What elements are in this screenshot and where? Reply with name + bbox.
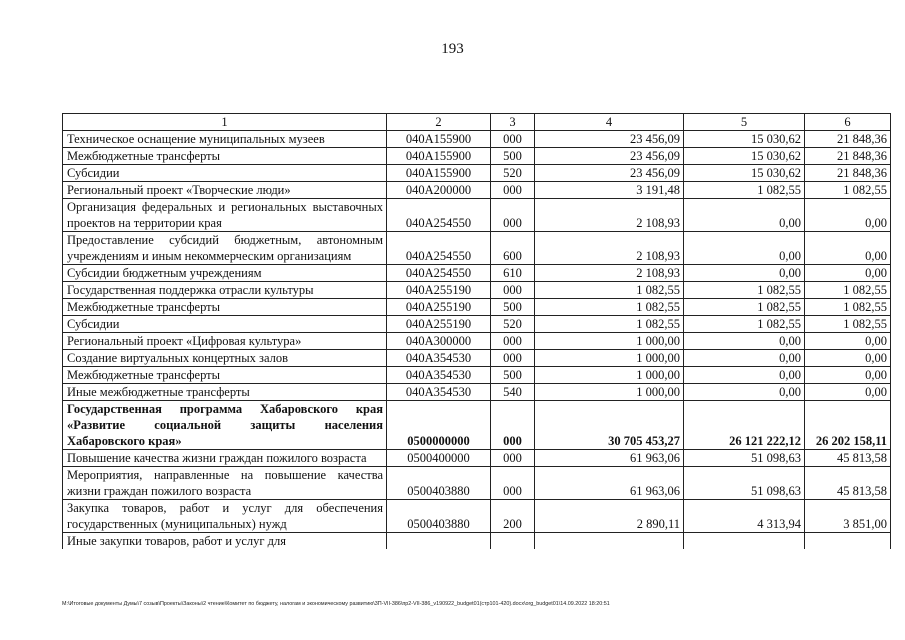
column-header: 2 bbox=[387, 114, 491, 131]
budget-table bbox=[62, 113, 891, 549]
row-type-cell: 000 bbox=[491, 182, 535, 199]
row-name-cell: Повышение качества жизни граждан пожилого возраста bbox=[63, 450, 387, 467]
row-value-cell: 0,00 bbox=[684, 265, 805, 282]
row-value-cell: 30 705 453,27 bbox=[535, 401, 684, 450]
row-name-cell: Субсидии bbox=[63, 165, 387, 182]
row-value-cell: 23 456,09 bbox=[535, 165, 684, 182]
row-type-cell: 520 bbox=[491, 316, 535, 333]
row-value-cell: 3 191,48 bbox=[535, 182, 684, 199]
row-value-cell: 0,00 bbox=[805, 232, 891, 265]
row-value-cell: 23 456,09 bbox=[535, 131, 684, 148]
row-value-cell: 21 848,36 bbox=[805, 148, 891, 165]
table-row bbox=[63, 450, 891, 467]
row-value-cell: 0,00 bbox=[805, 199, 891, 232]
row-value-cell: 0,00 bbox=[684, 367, 805, 384]
row-name-cell: Создание виртуальных концертных залов bbox=[63, 350, 387, 367]
header-row bbox=[63, 114, 891, 131]
page-number: 193 bbox=[441, 41, 464, 57]
row-name-cell: Субсидии бюджетным учреждениям bbox=[63, 265, 387, 282]
table-row bbox=[63, 384, 891, 401]
row-code-cell: 040A254550 bbox=[387, 199, 491, 232]
table-row bbox=[63, 265, 891, 282]
row-value-cell: 45 813,58 bbox=[805, 467, 891, 500]
table-row bbox=[63, 165, 891, 182]
row-name-cell: Региональный проект «Цифровая культура» bbox=[63, 333, 387, 350]
row-type-cell: 610 bbox=[491, 265, 535, 282]
row-value-cell: 0,00 bbox=[684, 232, 805, 265]
table-row bbox=[63, 533, 891, 550]
column-header: 6 bbox=[805, 114, 891, 131]
table-row bbox=[63, 199, 891, 232]
row-code-cell: 0500403880 bbox=[387, 467, 491, 500]
row-value-cell: 4 313,94 bbox=[684, 500, 805, 533]
row-code-cell: 040A254550 bbox=[387, 232, 491, 265]
row-code-cell: 040A200000 bbox=[387, 182, 491, 199]
row-type-cell: 600 bbox=[491, 232, 535, 265]
row-code-cell: 040A155900 bbox=[387, 148, 491, 165]
row-value-cell: 2 108,93 bbox=[535, 265, 684, 282]
row-value-cell: 1 082,55 bbox=[805, 299, 891, 316]
row-value-cell: 61 963,06 bbox=[535, 450, 684, 467]
row-value-cell: 26 202 158,11 bbox=[805, 401, 891, 450]
table-row bbox=[63, 131, 891, 148]
table-row bbox=[63, 401, 891, 450]
row-value-cell: 2 108,93 bbox=[535, 232, 684, 265]
column-header: 3 bbox=[491, 114, 535, 131]
row-name-cell: Государственная поддержка отрасли культуры bbox=[63, 282, 387, 299]
table-row bbox=[63, 182, 891, 199]
row-name-cell: Региональный проект «Творческие люди» bbox=[63, 182, 387, 199]
row-value-cell: 51 098,63 bbox=[684, 450, 805, 467]
row-name-cell: Иные закупки товаров, работ и услуг для bbox=[63, 533, 387, 550]
row-value-cell: 15 030,62 bbox=[684, 131, 805, 148]
row-value-cell: 45 813,58 bbox=[805, 450, 891, 467]
row-value-cell: 1 082,55 bbox=[684, 299, 805, 316]
row-value-cell: 15 030,62 bbox=[684, 148, 805, 165]
row-value-cell bbox=[684, 533, 805, 550]
row-code-cell: 040A255190 bbox=[387, 316, 491, 333]
row-value-cell: 1 000,00 bbox=[535, 384, 684, 401]
row-value-cell: 23 456,09 bbox=[535, 148, 684, 165]
row-value-cell: 26 121 222,12 bbox=[684, 401, 805, 450]
row-value-cell: 0,00 bbox=[805, 350, 891, 367]
row-code-cell: 040A255190 bbox=[387, 282, 491, 299]
row-value-cell: 1 082,55 bbox=[805, 182, 891, 199]
row-value-cell: 51 098,63 bbox=[684, 467, 805, 500]
table-row bbox=[63, 367, 891, 384]
row-value-cell: 0,00 bbox=[805, 333, 891, 350]
row-value-cell: 0,00 bbox=[684, 350, 805, 367]
row-value-cell: 21 848,36 bbox=[805, 165, 891, 182]
row-type-cell: 520 bbox=[491, 165, 535, 182]
row-code-cell: 0500403880 bbox=[387, 500, 491, 533]
table-row bbox=[63, 500, 891, 533]
row-code-cell: 040A300000 bbox=[387, 333, 491, 350]
column-header: 1 bbox=[63, 114, 387, 131]
row-value-cell: 21 848,36 bbox=[805, 131, 891, 148]
row-type-cell: 500 bbox=[491, 148, 535, 165]
row-value-cell: 0,00 bbox=[805, 265, 891, 282]
row-value-cell: 1 082,55 bbox=[805, 316, 891, 333]
row-value-cell: 2 890,11 bbox=[535, 500, 684, 533]
row-type-cell: 000 bbox=[491, 467, 535, 500]
row-name-cell: Государственная программа Хабаровского края «Развитие социальной защиты населения Хабаровского края» bbox=[63, 401, 387, 450]
row-value-cell bbox=[805, 533, 891, 550]
column-header: 5 bbox=[684, 114, 805, 131]
row-value-cell bbox=[535, 533, 684, 550]
row-value-cell: 1 000,00 bbox=[535, 350, 684, 367]
row-name-cell: Закупка товаров, работ и услуг для обеспечения государственных (муниципальных) нужд bbox=[63, 500, 387, 533]
row-code-cell bbox=[387, 533, 491, 550]
row-value-cell: 1 000,00 bbox=[535, 367, 684, 384]
row-type-cell: 000 bbox=[491, 131, 535, 148]
row-type-cell: 000 bbox=[491, 450, 535, 467]
row-type-cell: 500 bbox=[491, 299, 535, 316]
table-row bbox=[63, 282, 891, 299]
row-value-cell: 0,00 bbox=[684, 199, 805, 232]
table-row bbox=[63, 467, 891, 500]
row-value-cell: 1 082,55 bbox=[684, 316, 805, 333]
table-row bbox=[63, 232, 891, 265]
row-value-cell: 1 082,55 bbox=[684, 182, 805, 199]
row-type-cell: 000 bbox=[491, 350, 535, 367]
row-code-cell: 0500000000 bbox=[387, 401, 491, 450]
row-value-cell: 1 082,55 bbox=[535, 282, 684, 299]
row-code-cell: 040A354530 bbox=[387, 367, 491, 384]
row-type-cell: 540 bbox=[491, 384, 535, 401]
table-row bbox=[63, 299, 891, 316]
row-code-cell: 0500400000 bbox=[387, 450, 491, 467]
row-value-cell: 0,00 bbox=[684, 384, 805, 401]
row-type-cell: 500 bbox=[491, 367, 535, 384]
row-code-cell: 040A155900 bbox=[387, 131, 491, 148]
table-row bbox=[63, 333, 891, 350]
row-code-cell: 040A354530 bbox=[387, 384, 491, 401]
row-value-cell: 0,00 bbox=[805, 367, 891, 384]
table-row bbox=[63, 350, 891, 367]
file-path-footer: M:\Итоговые документы Думы\7 созыв\Проекты\Законы\2 чтение\Комитет по бюджету, налогам и экономическому развитию\3П-VII-386\пр2-VII-386_v190922_budget01(стр101-420).docx\org_budget01\14.09.2022 18:20:51 bbox=[62, 601, 610, 607]
row-value-cell: 3 851,00 bbox=[805, 500, 891, 533]
row-name-cell: Иные межбюджетные трансферты bbox=[63, 384, 387, 401]
row-name-cell: Предоставление субсидий бюджетным, автономным учреждениям и иным некоммерческим организациям bbox=[63, 232, 387, 265]
row-name-cell: Техническое оснащение муниципальных музеев bbox=[63, 131, 387, 148]
row-name-cell: Организация федеральных и региональных выставочных проектов на территории края bbox=[63, 199, 387, 232]
row-code-cell: 040A254550 bbox=[387, 265, 491, 282]
row-type-cell: 000 bbox=[491, 199, 535, 232]
row-name-cell: Межбюджетные трансферты bbox=[63, 367, 387, 384]
row-value-cell: 1 082,55 bbox=[805, 282, 891, 299]
row-name-cell: Межбюджетные трансферты bbox=[63, 148, 387, 165]
row-value-cell: 61 963,06 bbox=[535, 467, 684, 500]
row-value-cell: 1 082,55 bbox=[684, 282, 805, 299]
row-code-cell: 040A354530 bbox=[387, 350, 491, 367]
row-type-cell: 000 bbox=[491, 401, 535, 450]
row-type-cell: 000 bbox=[491, 333, 535, 350]
row-value-cell: 0,00 bbox=[805, 384, 891, 401]
row-name-cell: Межбюджетные трансферты bbox=[63, 299, 387, 316]
column-header: 4 bbox=[535, 114, 684, 131]
row-code-cell: 040A255190 bbox=[387, 299, 491, 316]
row-value-cell: 0,00 bbox=[684, 333, 805, 350]
row-name-cell: Мероприятия, направленные на повышение качества жизни граждан пожилого возраста bbox=[63, 467, 387, 500]
row-type-cell bbox=[491, 533, 535, 550]
row-type-cell: 200 bbox=[491, 500, 535, 533]
row-type-cell: 000 bbox=[491, 282, 535, 299]
row-value-cell: 15 030,62 bbox=[684, 165, 805, 182]
row-value-cell: 2 108,93 bbox=[535, 199, 684, 232]
row-value-cell: 1 082,55 bbox=[535, 299, 684, 316]
row-value-cell: 1 000,00 bbox=[535, 333, 684, 350]
row-value-cell: 1 082,55 bbox=[535, 316, 684, 333]
row-code-cell: 040A155900 bbox=[387, 165, 491, 182]
table-row bbox=[63, 316, 891, 333]
row-name-cell: Субсидии bbox=[63, 316, 387, 333]
table-row bbox=[63, 148, 891, 165]
